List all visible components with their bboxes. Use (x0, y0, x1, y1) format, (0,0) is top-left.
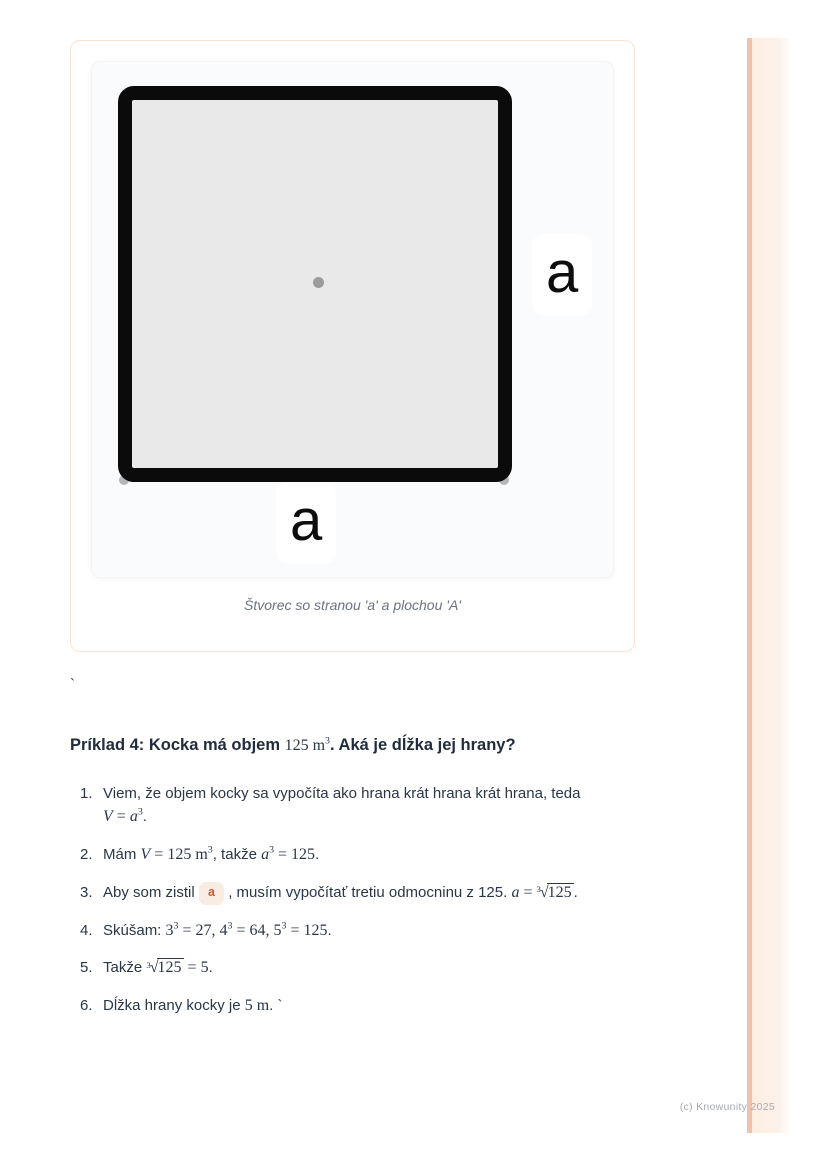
heading-prefix: Príklad 4: Kocka má objem (70, 736, 285, 754)
step-3 (70, 881, 626, 906)
side-label-right: a (532, 234, 592, 316)
figure-caption: Štvorec so stranou 'a' a plochou 'A' (244, 597, 461, 613)
step-5 (70, 956, 626, 981)
step-text: Viem, že objem kocky sa vypočíta ako hrana krát hrana krát hrana, teda (103, 784, 581, 802)
figure-card (70, 40, 635, 652)
step-1 (70, 782, 626, 830)
page-edge-stripe (747, 38, 792, 1133)
heading-suffix: . Aká je dĺžka jej hrany? (330, 736, 516, 754)
inline-code-badge: a (199, 882, 225, 905)
cube-root: $^3$ √ 125 (146, 959, 183, 976)
step-body: Aby som zistil a , musím vypočítať tretiu odmocninu z 125. a = $^3$ √ 125 . (103, 881, 626, 906)
step-number: 1. (80, 784, 93, 802)
stray-backtick: ` (70, 676, 75, 693)
step-number: 4. (80, 921, 93, 939)
heading-math: 125 $m^3$ (284, 735, 330, 754)
step-number: 2. (80, 845, 93, 863)
figure-canvas (92, 62, 613, 577)
copyright-notice: (c) Knowunity 2025 (679, 1101, 775, 1113)
step-6 (70, 994, 626, 1019)
step-4 (70, 919, 626, 944)
step-math-line: $V = a^3$. (103, 806, 147, 826)
step-number: 3. (80, 883, 93, 901)
cube-root: $^3$ √ 125 (536, 884, 573, 901)
step-body: Skúšam: $3^3 = 27$, $4^3 = 64$, $5^3 = 125$. (103, 920, 332, 939)
center-dot (313, 277, 324, 288)
step-2 (70, 843, 626, 868)
step-number: 5. (80, 959, 93, 977)
step-body: Dĺžka hrany kocky je 5 m. ` (103, 997, 283, 1015)
step-number: 6. (80, 997, 93, 1015)
content-area (70, 676, 626, 1032)
solution-steps (70, 782, 626, 1019)
problem-heading (70, 734, 626, 758)
step-body (103, 782, 626, 830)
side-label-bottom: a (276, 482, 336, 564)
step-body: Mám V = 125 $m^3$, takže $a^3 = 125$. (103, 844, 320, 863)
step-body: Takže $^3$ √ 125 = 5. (103, 956, 626, 981)
